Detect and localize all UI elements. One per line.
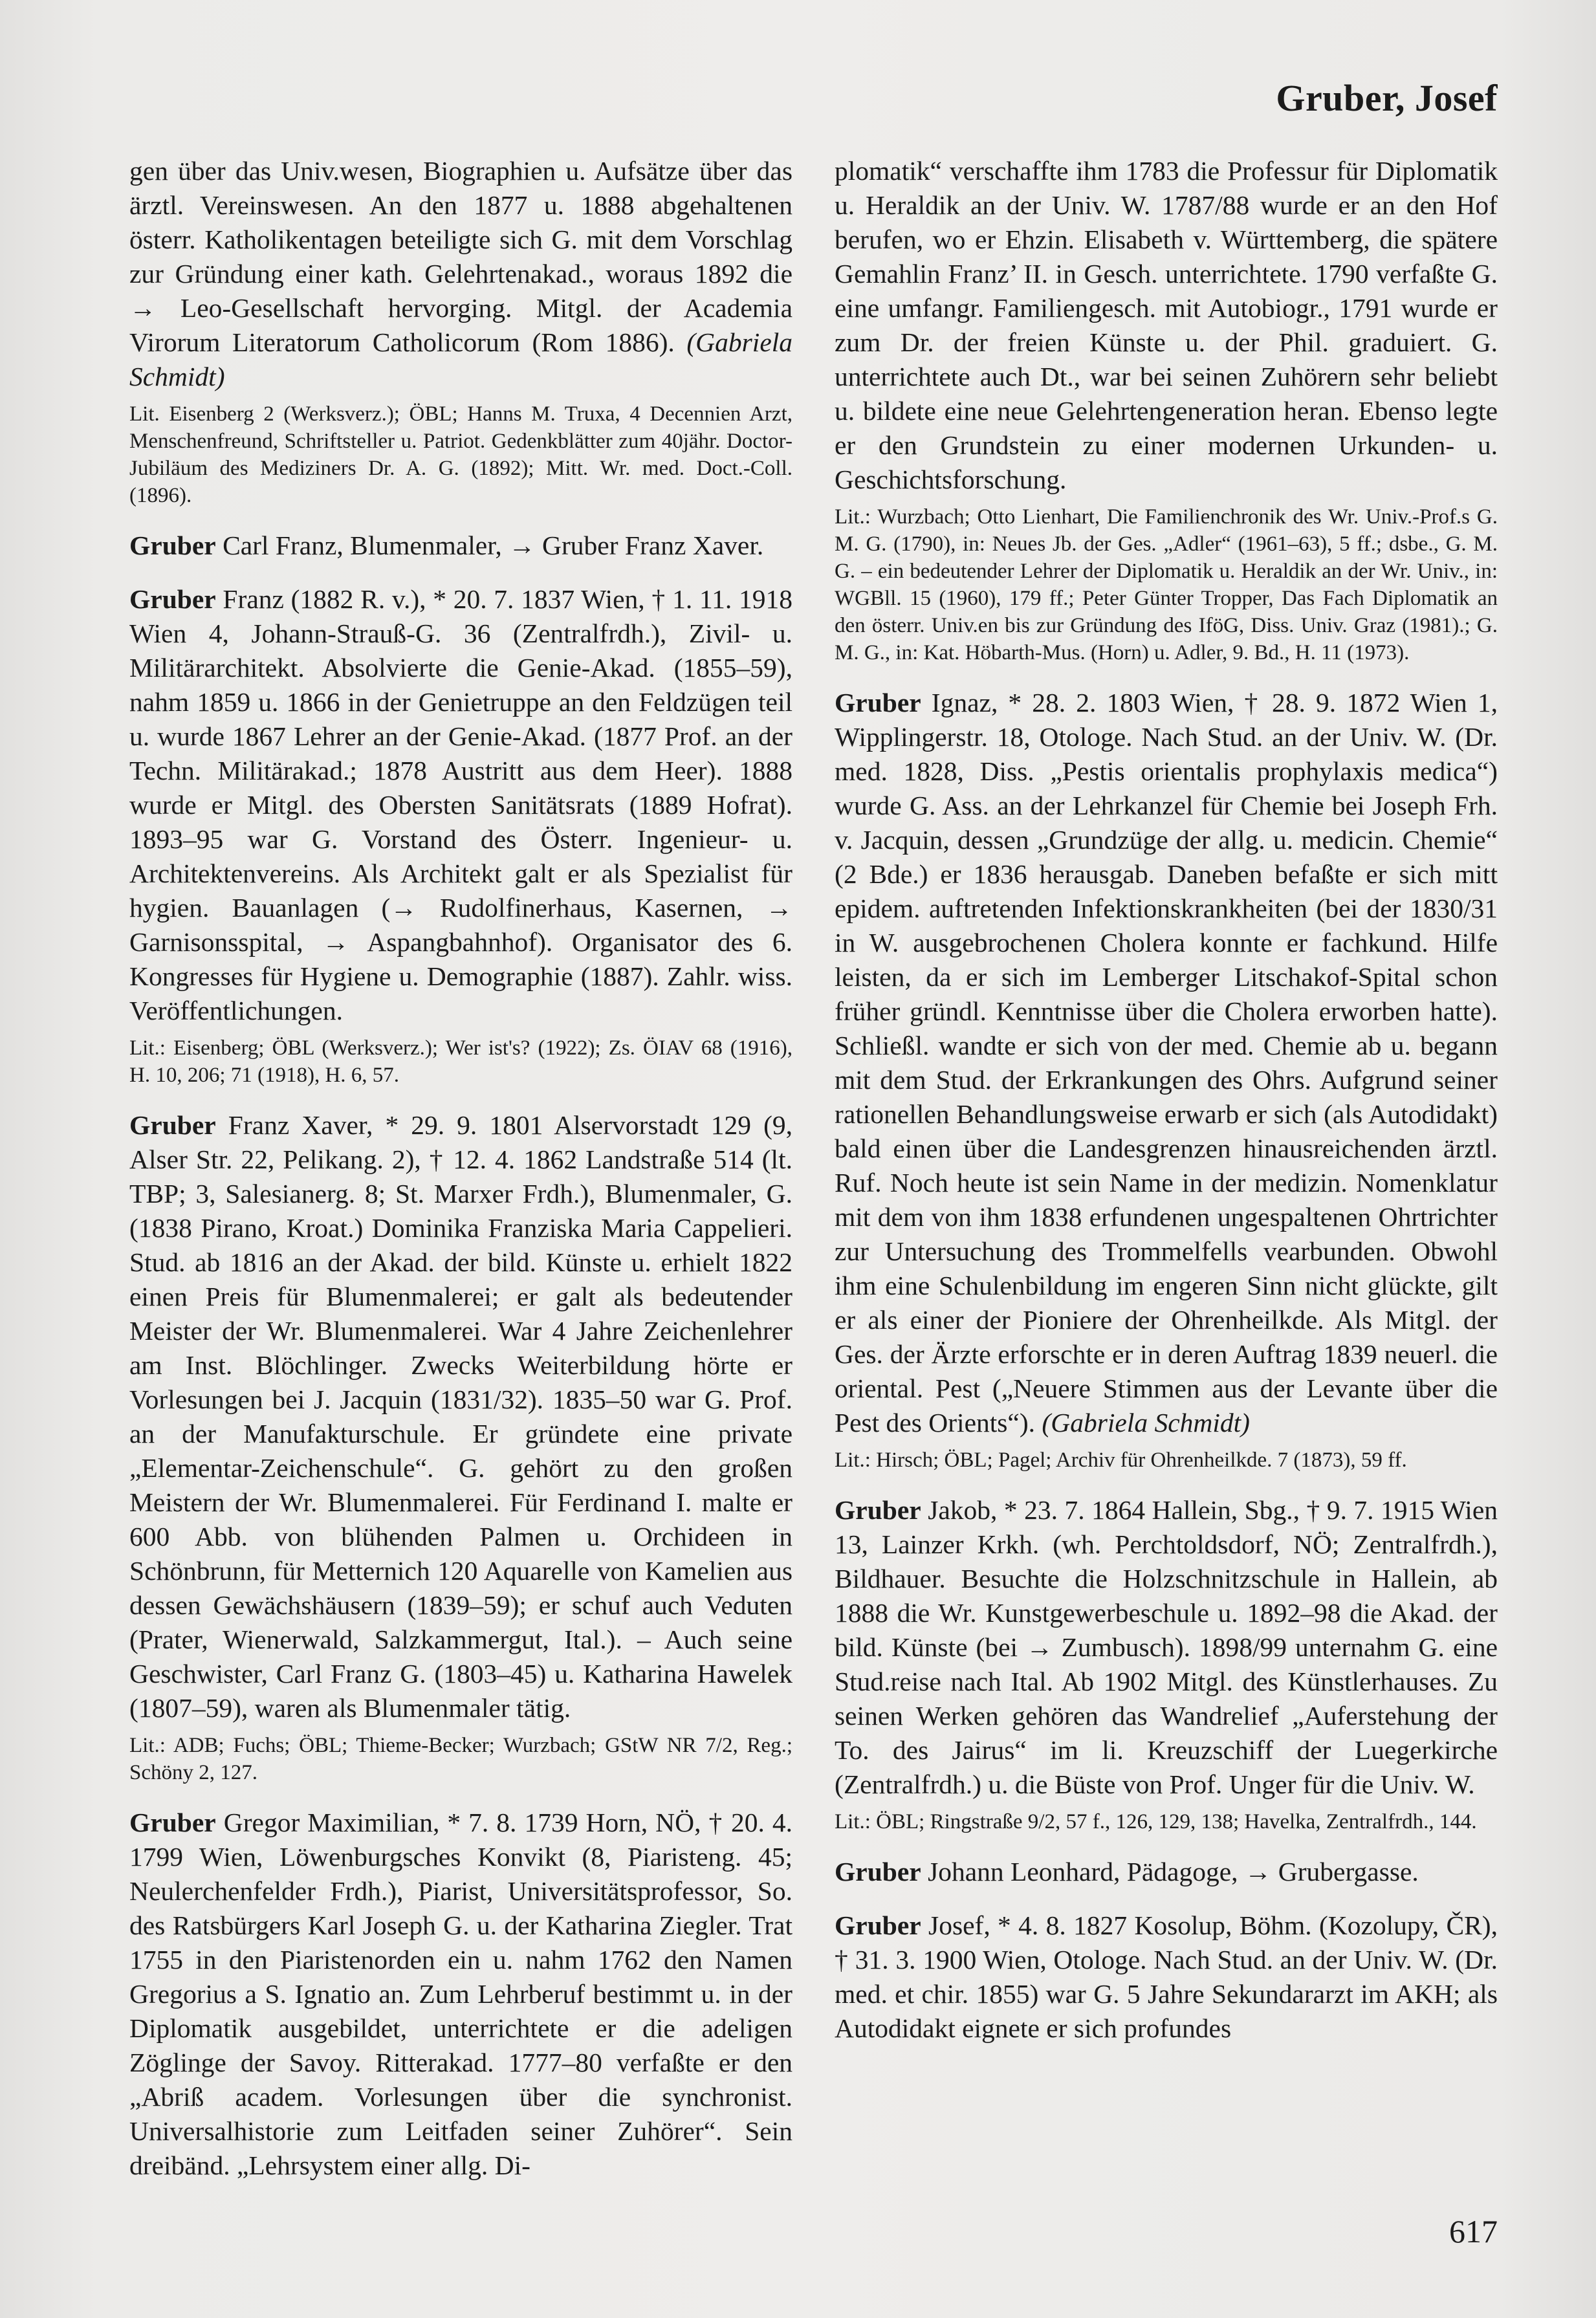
- entry-body: Gruber Ignaz, * 28. 2. 1803 Wien, † 28. 9. 1872 Wien 1, Wipplingerstr. 18, Otologe. Nach Stud. an der Univ. W. (Dr. med. 1828, Diss. „Pestis orientalis prophylaxis medica“) wurde G. Ass. an der Lehrkanzel für Chemie bei Joseph Frh. v. Jacquin, dessen „Grundzüge der allg. u. medicin. Chemie“ (2 Bde.) er 1836 herausgab. Daneben befaßte er sich mitt epidem. auftretenden Infektionskrankheiten (bei der 1830/31 in W. ausgebrochenen Cholera konnte er fachkund. Hilfe leisten, da er sich im Lemberger Litschakof-Spital schon früher gründl. Kenntnisse über die Cholera erworben hatte). Schließl. wandte er sich von der med. Chemie ab u. begann mit dem Stud. der Erkrankungen des Ohrs. Aufgrund seiner rationellen Behandlungsweise erwarb er sich (als Autodidakt) bald einen über die Landesgrenzen hinausreichenden ärztl. Ruf. Noch heute ist sein Name in der medizin. Nomenklatur mit dem von ihm 1838 erfundenen ungespaltenen Ohrtrichter zur Untersuchung des Trommelfells vearbunden. Obwohl ihm eine Schulenbildung im engeren Sinn nicht glückte, gilt er als einer der Pioniere der Ohrenheilkde. Als Mitgl. der Ges. der Ärzte erforschte er in deren Auftrag 1839 neuerl. die oriental. Pest („Neuere Stimmen aus der Levante über die Pest des Orients“). (Gabriela Schmidt): [835, 688, 1498, 1438]
- entry-body: Gruber Johann Leonhard, Pädagoge, → Grubergasse.: [835, 1857, 1419, 1886]
- running-head: Gruber, Josef: [1276, 77, 1498, 119]
- entry-gruber-franz-xaver: [129, 1108, 793, 1786]
- entry-body: Gruber Franz Xaver, * 29. 9. 1801 Alservorstadt 129 (9, Alser Str. 22, Pelikang. 2), † 12. 4. 1862 Landstraße 514 (lt. TBP; 3, Salesianerg. 8; St. Marxer Frdh.), Blumenmaler, G. (1838 Pirano, Kroat.) Dominika Franziska Maria Cappelieri. Stud. ab 1816 an der Akad. der bild. Künste u. erhielt 1822 einen Preis für Blumenmalerei; er galt als bedeutender Meister der Wr. Blumenmalerei. War 4 Jahre Zeichenlehrer am Inst. Blöchlinger. Zwecks Weiterbildung hörte er Vorlesungen bei J. Jacquin (1831/32). 1835–50 war G. Prof. an der Manufakturschule. Er gründete eine private „Elementar-Zeichenschule“. G. gehört zu den großen Meistern der Wr. Blumenmalerei. Für Ferdinand I. malte er 600 Abb. von blühenden Palmen u. Orchideen in Schönbrunn, für Metternich 120 Aquarelle von Kamelien aus dessen Gewächshäusern (1839–59); er schuf auch Veduten (Prater, Wienerwald, Salzkammergut, Ital.). – Auch seine Geschwister, Carl Franz G. (1803–45) u. Katharina Hawelek (1807–59), waren als Blumenmaler tätig.: [129, 1110, 793, 1723]
- entry-gruber-franz: [129, 582, 793, 1089]
- entry-literature: Lit.: Wurzbach; Otto Lienhart, Die Familienchronik des Wr. Univ.-Prof.s G. M. G. (1790), in: Neues Jb. der Ges. „Adler“ (1961–63), 5 ff.; dsbe., G. M. G. – ein bedeutender Lehrer der Diplomatik u. Heraldik an der Wr. Univ., in: WGBll. 15 (1960), 179 ff.; Peter Günter Tropper, Das Fach Diplomatik an den österr. Univ.en bis zur Gründung des IföG, Diss. Univ. Graz (1981).; G. M. G., in: Kat. Höbarth-Mus. (Horn) u. Adler, 9. Bd., H. 11 (1973).: [835, 505, 1498, 664]
- entry-body: Gruber Gregor Maximilian, * 7. 8. 1739 Horn, NÖ, † 20. 4. 1799 Wien, Löwenburgsches Konvikt (8, Piaristeng. 45; Neulerchenfelder Frdh.), Piarist, Universitätsprofessor, So. des Ratsbürgers Karl Joseph G. u. der Katharina Ziegler. Trat 1755 in den Piaristenorden ein u. nahm 1762 den Namen Gregorius a S. Ignatio an. Zum Lehrberuf bestimmt u. in der Diplomatik ausgebildet, unterrichtete er die adeligen Zöglinge der Savoy. Ritterakad. 1777–80 verfaßte er den „Abriß academ. Vorlesungen über die synchronist. Universalhistorie zum Leitfaden seiner Zuhörer“. Sein dreibänd. „Lehrsystem einer allg. Di-: [129, 1808, 793, 2180]
- entry-lemma: Gruber: [835, 688, 921, 717]
- entry-lemma: Gruber: [835, 1495, 921, 1525]
- entry-literature: Lit. Eisenberg 2 (Werksverz.); ÖBL; Hanns M. Truxa, 4 Decennien Arzt, Menschenfreund, Schriftsteller u. Patriot. Gedenkblätter zum 40jähr. Doctor-Jubiläum des Mediziners Dr. A. G. (1892); Mitt. Wr. med. Doct.-Coll. (1896).: [129, 402, 793, 507]
- entry-gruber-ignaz: [835, 686, 1498, 1474]
- entry-lemma: Gruber: [835, 1857, 921, 1886]
- entry-literature: Lit.: ADB; Fuchs; ÖBL; Thieme-Becker; Wurzbach; GStW NR 7/2, Reg.; Schöny 2, 127.: [129, 1734, 793, 1784]
- entry-body: Gruber Jakob, * 23. 7. 1864 Hallein, Sbg., † 9. 7. 1915 Wien 13, Lainzer Krkh. (wh. Perchtoldsdorf, NÖ; Zentralfrdh.), Bildhauer. Besuchte die Holzschnitzschule in Hallein, ab 1888 die Wr. Kunstgewerbeschule u. 1892–98 die Akad. der bild. Künste (bei → Zumbusch). 1898/99 unternahm G. eine Stud.reise nach Ital. Ab 1902 Mitgl. des Künstlerhauses. Zu seinen Werken gehören das Wandrelief „Auferstehung der To. des Jairus“ im li. Kreuzschiff der Luegerkirche (Zentralfrdh.) u. die Büste von Prof. Unger für die Univ. W.: [835, 1495, 1498, 1799]
- entry-body: gen über das Univ.wesen, Biographien u. Aufsätze über das ärztl. Vereinswesen. An den 1877 u. 1888 abgehaltenen österr. Katholikentagen beteiligte sich G. mit dem Vorschlag zur Gründung einer kath. Gelehrtenakad., woraus 1892 die → Leo-Gesellschaft hervorging. Mitgl. der Academia Virorum Literatorum Catholicorum (Rom 1886). (Gabriela Schmidt): [129, 156, 793, 391]
- entry-gruber-jakob: [835, 1493, 1498, 1835]
- entry-author: (Gabriela Schmidt): [129, 327, 793, 391]
- right-column: [835, 154, 1498, 2046]
- entry-body: Gruber Franz (1882 R. v.), * 20. 7. 1837 Wien, † 1. 11. 1918 Wien 4, Johann-Strauß-G. 36 (Zentralfrdh.), Zivil- u. Militärarchitekt. Absolvierte die Genie-Akad. (1855–59), nahm 1859 u. 1866 in der Genietruppe an den Feldzügen teil u. wurde 1867 Lehrer an der Genie-Akad. (1877 Prof. an der Techn. Militärakad.; 1878 Austritt aus dem Heer). 1888 wurde er Mitgl. des Obersten Sanitätsrats (1889 Hofrat). 1893–95 war G. Vorstand des Österr. Ingenieur- u. Architektenvereins. Als Architekt galt er als Spezialist für hygien. Bauanlagen (→ Rudolfinerhaus, Kasernen, → Garnisonsspital, → Aspangbahnhof). Organisator des 6. Kongresses für Hygiene u. Demographie (1887). Zahlr. wiss. Veröffentlichungen.: [129, 584, 793, 1025]
- entry-continuation: [835, 154, 1498, 666]
- entry-lemma: Gruber: [129, 584, 216, 614]
- entry-body: Gruber Josef, * 4. 8. 1827 Kosolup, Böhm. (Kozolupy, ČR), † 31. 3. 1900 Wien, Otologe. Nach Stud. an der Univ. W. (Dr. med. et chir. 1855) war G. 5 Jahre Sekundararzt im AKH; als Autodidakt eignete er sich profundes: [835, 1910, 1498, 2043]
- entry-literature: Lit.: Hirsch; ÖBL; Pagel; Archiv für Ohrenheilkde. 7 (1873), 59 ff.: [835, 1449, 1407, 1472]
- entry-lemma: Gruber: [835, 1910, 921, 1940]
- entry-gruber-johann-leonhard: [835, 1855, 1498, 1889]
- entry-gruber-gregor-maximilian: [129, 1806, 793, 2183]
- entry-body: Gruber Carl Franz, Blumenmaler, → Gruber Franz Xaver.: [129, 530, 764, 560]
- entry-gruber-josef: [835, 1908, 1498, 2046]
- entry-literature: Lit.: Eisenberg; ÖBL (Werksverz.); Wer ist's? (1922); Zs. ÖIAV 68 (1916), H. 10, 206; 71 (1918), H. 6, 57.: [129, 1036, 793, 1087]
- entry-body: plomatik“ verschaffte ihm 1783 die Professur für Diplomatik u. Heraldik an der Univ. W. 1787/88 wurde er an den Hof berufen, wo er Ehzin. Elisabeth v. Württemberg, die spätere Gemahlin Franz’ II. in Gesch. unterrichtete. 1790 verfaßte G. eine umfangr. Familiengesch. mit Autobiogr., 1791 wurde er zum Dr. der freien Künste u. der Phil. graduiert. G. unterrichtete auch Dt., war bei seinen Zuhörern sehr beliebt u. bildete eine neue Gelehrtengeneration heran. Ebenso legte er den Grundstein zu einer modernen Urkunden- u. Geschichtsforschung.: [835, 156, 1498, 494]
- entry-lemma: Gruber: [129, 1808, 216, 1837]
- entry-continuation: [129, 154, 793, 509]
- entry-author: (Gabriela Schmidt): [1042, 1408, 1250, 1438]
- entry-lemma: Gruber: [129, 1110, 216, 1140]
- entry-gruber-carl-franz: [129, 529, 793, 563]
- entry-lemma: Gruber: [129, 530, 216, 560]
- left-column: [129, 154, 793, 2183]
- entry-literature: Lit.: ÖBL; Ringstraße 9/2, 57 f., 126, 129, 138; Havelka, Zentralfrdh., 144.: [835, 1810, 1477, 1833]
- page-number: 617: [1449, 2213, 1498, 2249]
